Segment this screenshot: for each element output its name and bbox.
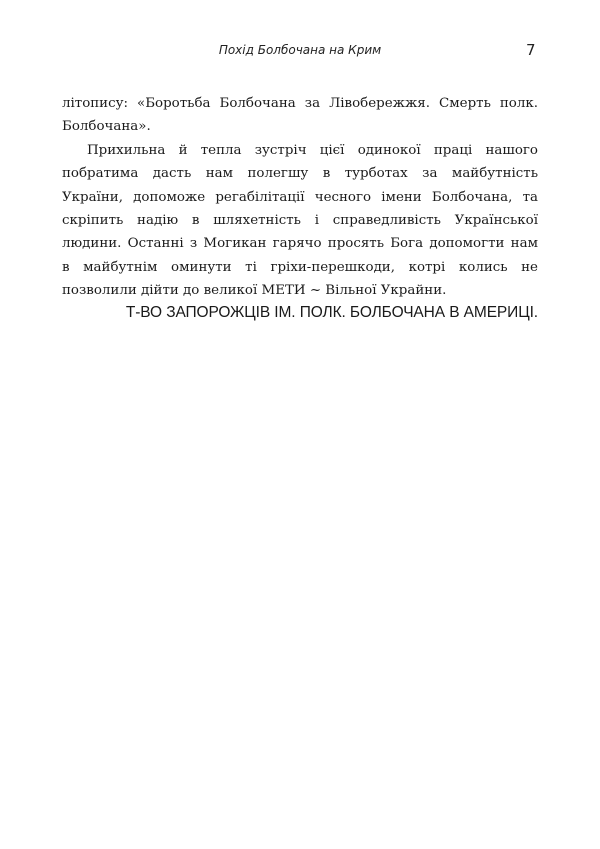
signature: Т-ВО ЗАПОРОЖЦІВ ІМ. ПОЛК. БОЛБОЧАНА В АМЕРИЦІ.	[125, 304, 538, 321]
text-line: України, допоможе регабілітації чесного імени Болбочана, та	[62, 189, 538, 205]
text-line: людини. Останні з Могикан гарячо просять Бога допомогти нам	[62, 236, 538, 252]
text-line: позволили дійти до великої МЕТИ ~ Вільної Украйни.	[62, 283, 447, 299]
text-line: Болбочана».	[62, 119, 151, 135]
text-line: побратима дасть нам полегшу в турботах за майбутність	[62, 166, 538, 182]
text-line: літопису: «Боротьба Болбочана за Лівобережжя. Смерть полк.	[62, 96, 538, 111]
text-line: скріпить надію в шляхетність і справедливість Української	[62, 212, 538, 228]
page-number: 7	[526, 41, 536, 59]
body-text	[62, 92, 538, 303]
running-title: Похід Болбочана на Крим	[218, 43, 382, 57]
text-line: Прихильна й тепла зустріч цієї одинокої праці нашого	[87, 142, 538, 158]
text-line: в майбутнім оминути ті гріхи-перешкоди, котрі колись не	[62, 259, 538, 275]
